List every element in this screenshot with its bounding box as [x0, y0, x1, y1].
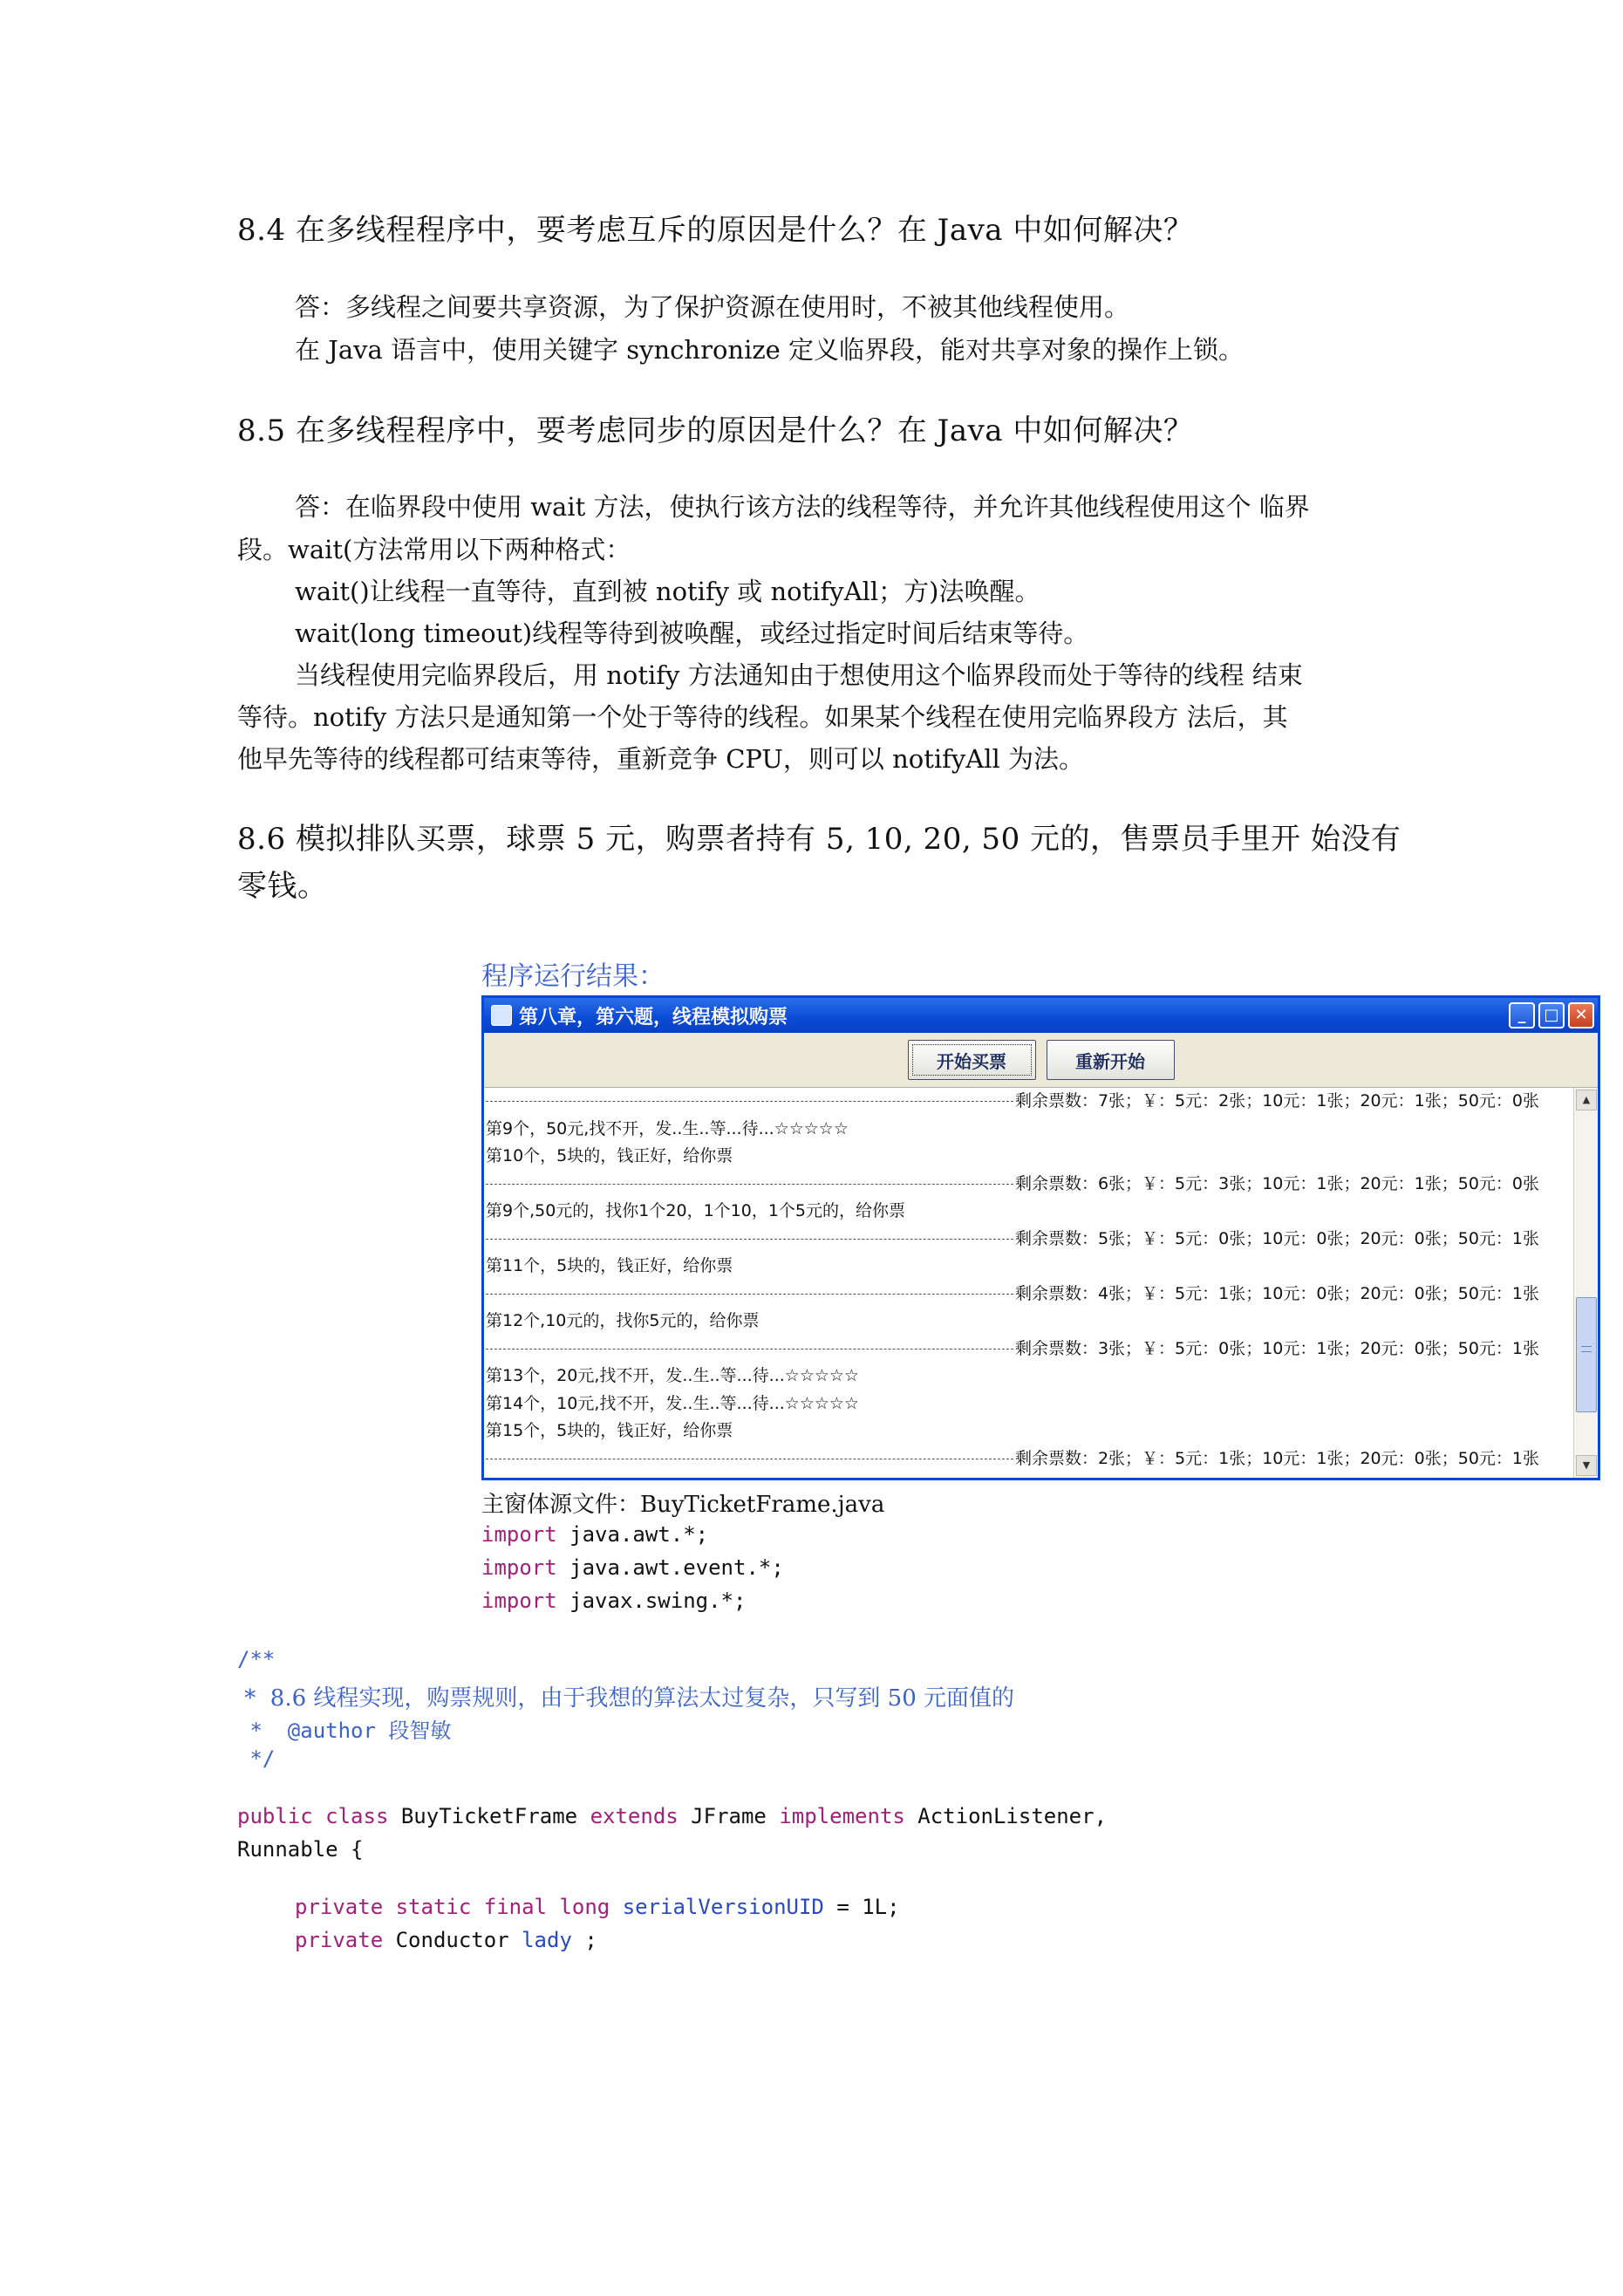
- log-line: 第13个，20元,找不开，发..生..等...待...☆☆☆☆☆: [486, 1366, 859, 1385]
- answer-8-5-line-5: 当线程使用完临界段后，用 notify 方法通知由于想使用这个临界段而处于等待的线程 结束: [295, 660, 1303, 690]
- field-lady: [295, 1928, 597, 1952]
- close-button[interactable]: ✕: [1568, 1002, 1594, 1028]
- import-keyword: import: [481, 1522, 557, 1547]
- dashed-separator: [486, 1294, 1013, 1295]
- remaining-tickets-text: 剩余票数：5张；￥：5元：0张；10元：0张；20元：0张；50元：1张: [1014, 1228, 1539, 1248]
- window-toolbar: [484, 1033, 1598, 1089]
- source-file-caption: 主窗体源文件：BuyTicketFrame.java: [481, 1492, 885, 1518]
- scroll-up-arrow-icon[interactable]: ▲: [1576, 1090, 1597, 1110]
- start-buying-button[interactable]: 开始买票: [908, 1040, 1036, 1080]
- log-line: 第11个，5块的，钱正好，给你票: [486, 1256, 733, 1275]
- scroll-down-arrow-icon[interactable]: ▼: [1576, 1455, 1597, 1476]
- dashed-separator: [486, 1184, 1013, 1185]
- remaining-tickets-text: 剩余票数：4张；￥：5元：1张；10元：0张；20元：0张；50元：1张: [1014, 1283, 1539, 1303]
- doc-comment-line-1: /**: [237, 1647, 276, 1671]
- field-name: lady: [522, 1928, 572, 1952]
- answer-8-5-line-2: 段。wait(方法常用以下两种格式：: [237, 535, 631, 564]
- answer-8-5-line-7: 他早先等待的线程都可结束等待，重新竞争 CPU，则可以 notifyAll 为法。: [237, 744, 1084, 774]
- import-line-1: [481, 1522, 708, 1547]
- field-serial-version: [295, 1895, 900, 1919]
- log-line: 第10个，5块的，钱正好，给你票: [486, 1146, 733, 1165]
- log-line: 第9个,50元的，找你1个20，1个10，1个5元的，给你票: [486, 1201, 906, 1220]
- doc-comment-line-3: * @author 段智敏: [237, 1719, 452, 1743]
- remaining-tickets-text: 剩余票数：7张；￥：5元：2张；10元：1张；20元：1张；50元：0张: [1014, 1091, 1539, 1110]
- log-status-line: [484, 1171, 1574, 1199]
- log-status-line: [484, 1088, 1574, 1116]
- dashed-separator: [486, 1239, 1013, 1240]
- maximize-button[interactable]: □: [1538, 1002, 1565, 1028]
- log-status-line: [484, 1336, 1574, 1363]
- log-status-line: [484, 1445, 1574, 1473]
- class-declaration-line-1: [237, 1804, 1107, 1828]
- import-keyword: import: [481, 1589, 557, 1613]
- question-8-4-title: 8.4 在多线程程序中，要考虑互斥的原因是什么？在 Java 中如何解决？: [237, 213, 1194, 248]
- log-line: 第14个，10元,找不开，发..生..等...待...☆☆☆☆☆: [486, 1393, 859, 1413]
- field-terminator: ;: [571, 1928, 597, 1952]
- window-title: 第八章，第六题，线程模拟购票: [519, 1006, 788, 1028]
- log-status-line: [484, 1226, 1574, 1254]
- answer-8-4-line-1: 答：多线程之间要共享资源，为了保护资源在使用时，不被其他线程使用。: [295, 292, 1130, 322]
- restart-button[interactable]: 重新开始: [1047, 1040, 1175, 1080]
- log-line: 第9个，50元,找不开，发..生..等...待...☆☆☆☆☆: [486, 1118, 849, 1138]
- answer-8-5-line-3: wait()让线程一直等待，直到被 notify 或 notifyAll；方)法唤醒。: [295, 577, 1040, 606]
- field-type: Conductor: [383, 1928, 522, 1952]
- remaining-tickets-text: 剩余票数：6张；￥：5元：3张；10元：1张；20元：1张；50元：0张: [1014, 1173, 1539, 1193]
- log-line: 第15个，5块的，钱正好，给你票: [486, 1421, 733, 1440]
- question-8-6-title-line-2: 零钱。: [237, 869, 328, 904]
- window-titlebar: [484, 998, 1598, 1033]
- run-result-caption: 程序运行结果：: [481, 961, 665, 992]
- interface-name: ActionListener,: [904, 1804, 1108, 1828]
- question-8-5-title: 8.5 在多线程程序中，要考虑同步的原因是什么？在 Java 中如何解决？: [237, 413, 1194, 448]
- implements-keyword: implements: [779, 1804, 905, 1828]
- log-status-line: [484, 1281, 1574, 1309]
- superclass-name: JFrame: [678, 1804, 780, 1828]
- question-8-6-title-line-1: 8.6 模拟排队买票，球票 5 元，购票者持有 5, 10, 20, 50 元的，售票员手里开 始没有: [237, 822, 1401, 857]
- field-modifiers: private static final long: [295, 1895, 623, 1919]
- java-app-icon: [491, 1005, 512, 1026]
- buy-ticket-window: [481, 995, 1600, 1480]
- answer-8-5-line-4: wait(long timeout)线程等待到被唤醒，或经过指定时间后结束等待。: [295, 618, 1089, 648]
- log-line: 第12个,10元的，找你5元的，给你票: [486, 1311, 760, 1330]
- answer-8-4-line-2: 在 Java 语言中，使用关键字 synchronize 定义临界段，能对共享对象的操作上锁。: [295, 335, 1245, 365]
- import-line-2: [481, 1555, 784, 1580]
- doc-comment-line-4: */: [237, 1746, 276, 1771]
- import-keyword: import: [481, 1555, 557, 1580]
- class-declaration-line-2: Runnable {: [237, 1837, 364, 1862]
- scroll-thumb[interactable]: [1576, 1297, 1597, 1412]
- public-class-keyword: public class: [237, 1804, 389, 1828]
- import-line-3: [481, 1589, 746, 1613]
- vertical-scrollbar[interactable]: [1573, 1088, 1598, 1478]
- dashed-separator: [486, 1101, 1013, 1102]
- minimize-button[interactable]: _: [1509, 1002, 1535, 1028]
- dashed-separator: [486, 1349, 1013, 1350]
- import-path: java.awt.event.*;: [569, 1555, 784, 1580]
- class-name: BuyTicketFrame: [388, 1804, 590, 1828]
- doc-comment-line-2: * 8.6 线程实现，购票规则，由于我想的算法太过复杂，只写到 50 元面值的: [237, 1685, 1015, 1712]
- field-initializer: = 1L;: [823, 1895, 900, 1919]
- answer-8-5-line-1: 答：在临界段中使用 wait 方法，使执行该方法的线程等待，并允许其他线程使用这个 临界: [295, 492, 1310, 522]
- import-path: javax.swing.*;: [569, 1589, 747, 1613]
- remaining-tickets-text: 剩余票数：3张；￥：5元：0张；10元：1张；20元：0张；50元：1张: [1014, 1338, 1539, 1358]
- import-path: java.awt.*;: [569, 1522, 709, 1547]
- field-modifiers: private: [295, 1928, 384, 1952]
- field-name: serialVersionUID: [622, 1895, 824, 1919]
- remaining-tickets-text: 剩余票数：2张；￥：5元：1张；10元：1张；20元：0张；50元：1张: [1014, 1448, 1539, 1468]
- answer-8-5-line-6: 等待。notify 方法只是通知第一个处于等待的线程。如果某个线程在使用完临界段方 法后，其: [237, 702, 1288, 732]
- output-text-area[interactable]: [484, 1088, 1574, 1478]
- extends-keyword: extends: [590, 1804, 679, 1828]
